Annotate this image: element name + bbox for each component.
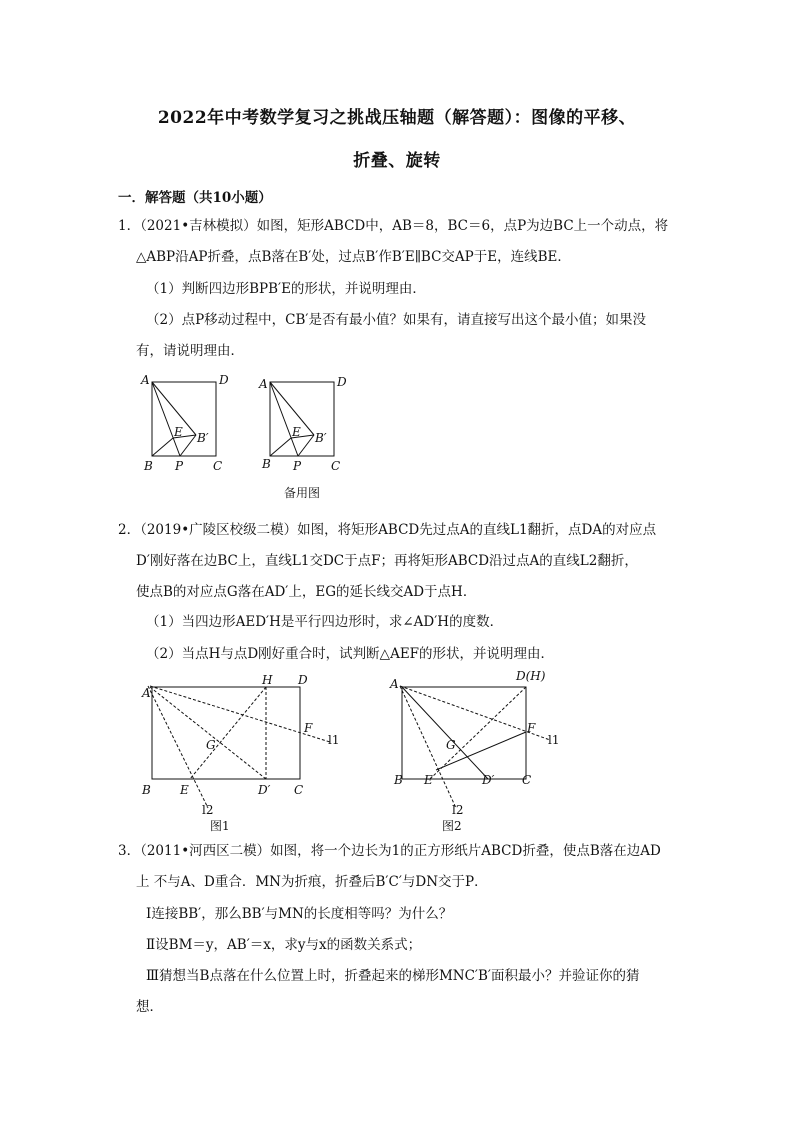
label-D: D — [337, 375, 347, 389]
question-2-line-3: 使点B的对应点G落在AD′上，EG的延长线交AD于点H． — [136, 584, 477, 600]
label-B: B — [142, 783, 151, 797]
label-D-prime: D′ — [258, 783, 271, 797]
label-l2: l2 — [202, 803, 214, 817]
question-3-part-2: Ⅱ设BM＝y，AB′＝x，求y与x的函数关系式； — [146, 937, 422, 953]
question-3-part-1: Ⅰ连接BB′，那么BB′与MN的长度相等吗？为什么？ — [146, 906, 453, 922]
label-H: H — [262, 673, 273, 687]
figure-caption: 备用图 — [284, 486, 321, 500]
question-number: 3． — [118, 843, 141, 859]
question-2-part-1: （1）当四边形AED′H是平行四边形时，求∠AD′H的度数． — [146, 614, 504, 630]
label-D: D — [298, 673, 308, 687]
question-3-line-2: 上 不与A、D重合．MN为折痕，折叠后B′C′与DN交于P． — [136, 874, 488, 890]
label-F: F — [527, 721, 536, 735]
question-2-line-1 — [118, 521, 656, 539]
question-3-part-3-cont: 想． — [136, 999, 163, 1015]
label-D-H: D(H) — [516, 670, 546, 683]
question-1-part-1: （1）判断四边形BPB′E的形状，并说明理由． — [146, 281, 426, 297]
question-1-part-2-cont: 有，请说明理由． — [136, 343, 244, 359]
label-B-prime: B′ — [315, 431, 327, 445]
question-text: 如图，将一个边长为1的正方形纸片ABCD折叠，使点B落在边AD — [270, 843, 661, 859]
label-P: P — [175, 459, 184, 473]
page-title-continued: 折叠、旋转 — [353, 151, 441, 171]
label-B-prime: B′ — [197, 431, 209, 445]
label-l1: l1 — [328, 733, 340, 747]
label-A: A — [142, 686, 151, 700]
label-l1: l1 — [548, 733, 560, 747]
label-E: E — [292, 425, 301, 439]
question-1-line-2: △ABP沿AP折叠，点B落在B′处，过点B′作B′E∥BC交AP于E，连线BE． — [136, 249, 571, 265]
label-P: P — [293, 459, 302, 473]
label-C: C — [294, 783, 304, 797]
label-F: F — [304, 721, 313, 735]
question-source: （2011•河西区二模） — [140, 843, 271, 859]
question-source: （2021•吉林模拟） — [140, 218, 257, 234]
label-E: E — [174, 425, 183, 439]
label-B: B — [144, 459, 153, 473]
label-G: G — [446, 738, 456, 752]
label-D-prime: D′ — [482, 773, 495, 787]
label-A: A — [141, 373, 150, 387]
label-C: C — [331, 459, 341, 473]
label-E: E — [180, 783, 189, 797]
question-3-line-1 — [118, 842, 661, 860]
question-1-figures — [136, 370, 366, 505]
label-E: E — [424, 773, 433, 787]
label-A: A — [259, 377, 268, 391]
label-D: D — [219, 373, 229, 387]
question-1-line-1 — [118, 217, 668, 235]
question-1-part-2: （2）点P移动过程中，CB′是否有最小值？如果有，请直接写出这个最小值；如果没 — [146, 312, 646, 328]
figure-1-caption: 图1 — [210, 819, 230, 833]
page-title: 2022年中考数学复习之挑战压轴题（解答题）：图像的平移、 — [157, 108, 637, 128]
question-3-part-3: Ⅲ猜想当B点落在什么位置上时，折叠起来的梯形MNC′B′面积最小？并验证你的猜 — [146, 968, 640, 984]
label-A: A — [390, 677, 399, 691]
question-2-figures — [130, 670, 570, 840]
question-source: （2019•广陵区校级二模） — [140, 522, 298, 538]
question-number: 2． — [118, 522, 141, 538]
section-heading: 一．解答题（共10小题） — [118, 190, 272, 206]
question-2-line-2: D′刚好落在边BC上，直线L1交DC于点F；再将矩形ABCD沿过点A的直线L2翻折， — [136, 553, 638, 569]
label-C: C — [213, 459, 223, 473]
label-B: B — [394, 773, 403, 787]
question-number: 1． — [118, 218, 141, 234]
label-B: B — [262, 457, 271, 471]
label-C: C — [522, 773, 532, 787]
question-text: 如图，矩形ABCD中，AB＝8，BC＝6，点P为边BC上一个动点，将 — [256, 218, 669, 234]
question-text: 如图，将矩形ABCD先过点A的直线L1翻折，点DA的对应点 — [297, 522, 657, 538]
label-G: G — [206, 738, 216, 752]
question-2-part-2: （2）当点H与点D刚好重合时，试判断△AEF的形状，并说明理由． — [146, 646, 555, 662]
label-l2: l2 — [452, 803, 464, 817]
figure-2-caption: 图2 — [442, 819, 462, 833]
